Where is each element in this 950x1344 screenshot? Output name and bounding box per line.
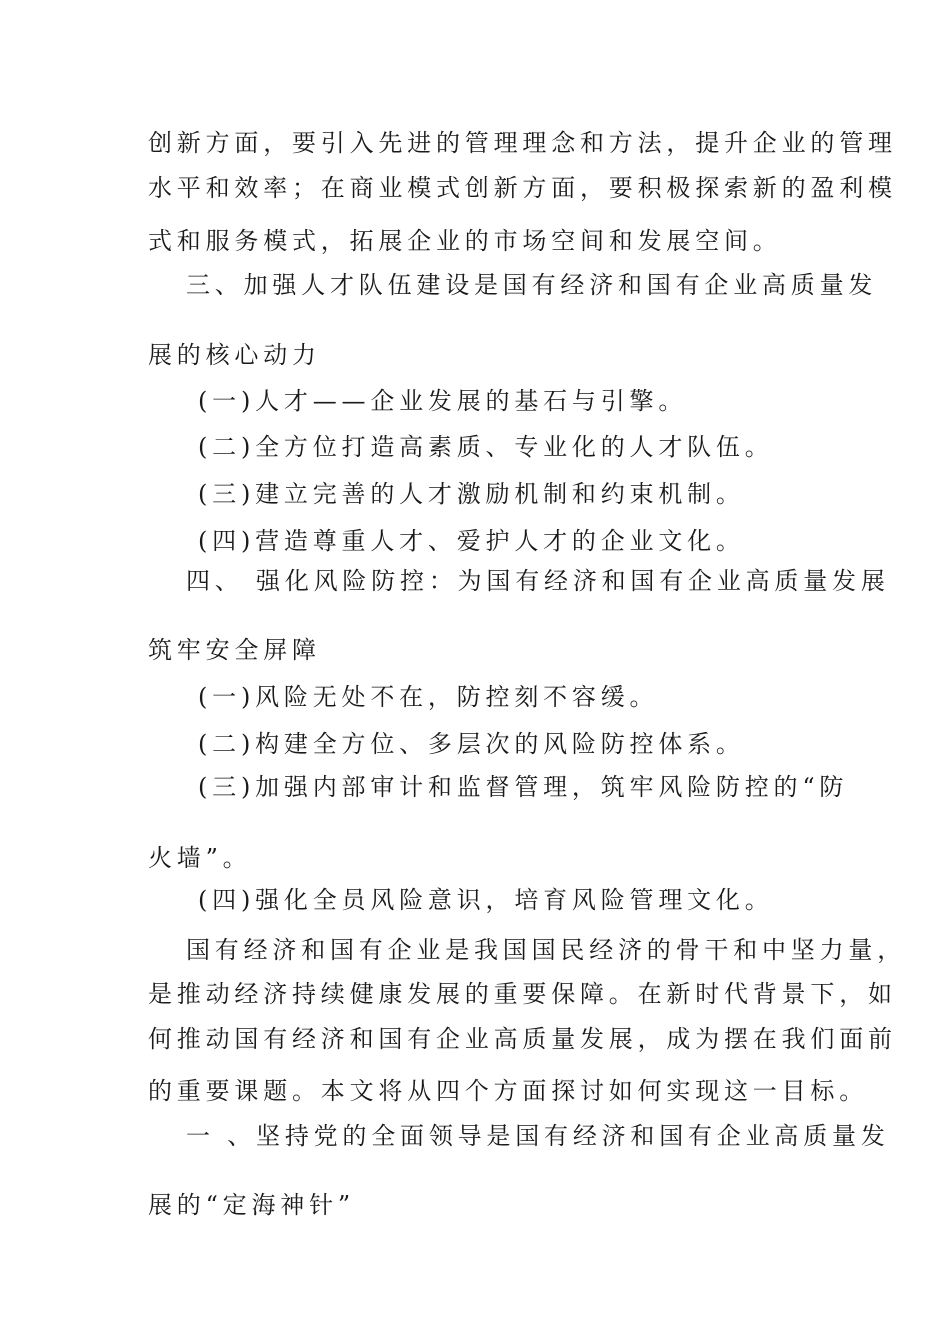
section-heading: 四、 强化风险防控：为国有经济和国有企业高质量发展 xyxy=(186,567,890,595)
subsection-item: (四)营造尊重人才、爱护人才的企业文化。 xyxy=(198,527,745,555)
subsection-item: (三)建立完善的人才激励机制和约束机制。 xyxy=(198,480,745,508)
subsection-item: (二)构建全方位、多层次的风险防控体系。 xyxy=(198,730,745,758)
subsection-item: (二)全方位打造高素质、专业化的人才队伍。 xyxy=(198,433,774,461)
subsection-item-continued: 火墙”。 xyxy=(148,844,252,872)
body-text-line: 式和服务模式，拓展企业的市场空间和发展空间。 xyxy=(148,227,782,255)
subsection-item: (一)人才——企业发展的基石与引擎。 xyxy=(198,387,688,415)
section-heading: 一 、坚持党的全面领导是国有经济和国有企业高质量发 xyxy=(186,1122,890,1150)
section-heading-continued: 展的“定海神针” xyxy=(148,1191,355,1219)
section-heading: 三、加强人才队伍建设是国有经济和国有企业高质量发 xyxy=(186,271,878,299)
subsection-item: (四)强化全员风险意识，培育风险管理文化。 xyxy=(198,886,774,914)
body-text-line: 创新方面，要引入先进的管理理念和方法，提升企业的管理 xyxy=(148,129,897,157)
body-text-line: 国有经济和国有企业是我国国民经济的骨干和中坚力量， xyxy=(186,936,906,964)
section-heading-continued: 筑牢安全屏障 xyxy=(148,636,321,664)
subsection-item: (一)风险无处不在，防控刻不容缓。 xyxy=(198,683,659,711)
body-text-line: 的重要课题。本文将从四个方面探讨如何实现这一目标。 xyxy=(148,1077,868,1105)
body-text-line: 何推动国有经济和国有企业高质量发展，成为摆在我们面前 xyxy=(148,1025,897,1053)
body-text-line: 水平和效率；在商业模式创新方面，要积极探索新的盈利模 xyxy=(148,174,897,202)
section-heading-continued: 展的核心动力 xyxy=(148,341,321,369)
body-text-line: 是推动经济持续健康发展的重要保障。在新时代背景下，如 xyxy=(148,980,897,1008)
subsection-item: (三)加强内部审计和监督管理，筑牢风险防控的“防 xyxy=(198,773,849,801)
